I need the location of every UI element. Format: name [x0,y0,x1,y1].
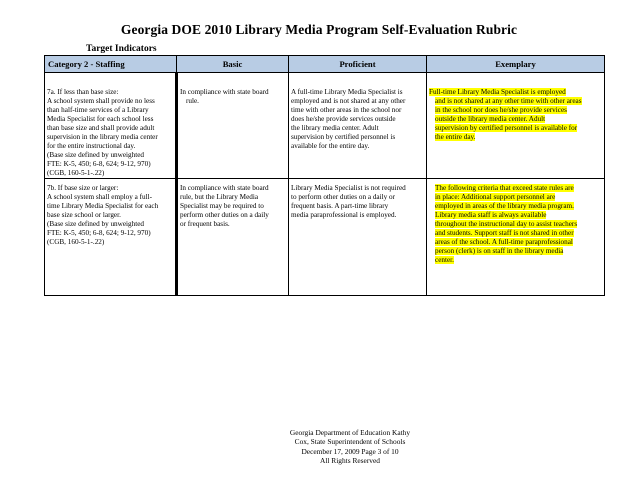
cell-line: supervision in the library media center [47,133,158,141]
indicator-cell [45,179,177,281]
cell-line: throughout the instructional day to assist teachers [435,220,578,228]
cell-line: In compliance with state board [180,184,269,192]
cell-line: the library media center. Adult [291,124,379,132]
proficient-cell [289,88,427,179]
footer-line: Cox, State Superintendent of Schools [294,437,406,447]
rubric-table [44,55,605,296]
col-header-exemplary: Exemplary [427,56,605,73]
cell-line: (CGB, 160-5-1-.22) [47,238,105,246]
footer-line: All Rights Reserved [320,455,380,465]
cell-line: A school system shall provide no less [47,97,155,105]
cell-line: Library Media Specialist is not required [291,184,406,192]
cell-line: Full-time Library Media Specialist is employed [429,88,566,96]
cell-line: A school system shall employ a full- [47,193,153,201]
indicator-cell [45,88,177,179]
footer-line: December 17, 2009 Page 3 of 10 [301,446,399,456]
cell-line: Specialist may be required to [180,202,264,210]
cell-line: time Library Media Specialist for each [47,202,159,210]
cell-line: 7a. If less than base size: [47,88,119,96]
cell-line: or frequent basis. [180,220,230,228]
col-header-category: Category 2 - Staffing [45,56,177,73]
cell-line: FTE: K-5, 450; 6-8, 624; 9-12, 970) [47,160,151,168]
basic-cell [177,179,289,281]
cell-line: areas of the school. A full-time paraprofessional [435,238,573,246]
basic-cell [177,88,289,179]
cell-line: in place: Additional support personnel are [435,193,556,201]
cell-line: Media Specialist for each school less [47,115,154,123]
document-title: Georgia DOE 2010 Library Media Program Self-Evaluation Rubric [120,22,518,37]
cell-line: time with other areas in the school nor [291,106,402,114]
cell-line: supervision by certified personnel is [291,133,396,141]
page-footer [260,428,440,465]
cell-line: than base size and shall provide adult [47,124,155,132]
cell-line: Library media staff is always available [435,211,547,219]
cell-line: outside the library media center. Adult [435,115,546,123]
cell-line: available for the entire day. [291,142,370,150]
cell-line: and is not shared at any other time with other areas [435,97,582,105]
cell-line: 7b. If base size or larger: [47,184,119,192]
cell-line: and students. Support staff is not shared in other [435,229,574,237]
cell-line: perform other duties on a daily [180,211,269,219]
target-indicators-label: Target Indicators [86,44,157,54]
cell-line: the entire day. [435,133,476,141]
cell-line: base size school or larger. [47,211,121,219]
exemplary-cell [427,179,605,281]
col-header-basic: Basic [177,56,289,73]
table-row [45,88,605,179]
cell-line: in the school nor does he/she provide services [435,106,567,114]
cell-line: (Base size defined by unweighted [47,220,144,228]
spacer-row [45,73,605,89]
cell-line: does he/she provide services outside [291,115,396,123]
spacer-row [45,280,605,296]
cell-line: than half-time services of a Library [47,106,149,114]
cell-line: media paraprofessional is employed. [291,211,397,219]
proficient-cell [289,179,427,281]
cell-line: person (clerk) is on staff in the library media [435,247,564,255]
footer-line: Georgia Department of Education Kathy [289,428,411,437]
cell-line: employed and is not shared at any other [291,97,406,105]
cell-line: for the entire instructional day. [47,142,136,150]
cell-line: employed in areas of the library media program. [435,202,574,210]
col-header-proficient: Proficient [289,56,427,73]
header-row [45,56,605,73]
exemplary-cell [427,88,605,179]
cell-line: In compliance with state board [180,88,269,96]
table-row [45,179,605,281]
cell-line: rule, but the Library Media [180,193,259,201]
cell-line: frequent basis. A part-time library [291,202,389,210]
cell-line: (CGB, 160-5-1-.22) [47,169,105,177]
cell-line: FTE: K-5, 450; 6-8, 624; 9-12, 970) [47,229,151,237]
cell-line: supervision by certified personnel is available for [435,124,578,132]
cell-line: center. [435,256,454,264]
cell-line: to perform other duties on a daily or [291,193,395,201]
cell-line: rule. [186,97,199,105]
cell-line: (Base size defined by unweighted [47,151,144,159]
cell-line: A full-time Library Media Specialist is [291,88,403,96]
cell-line: The following criteria that exceed state rules are [435,184,574,192]
